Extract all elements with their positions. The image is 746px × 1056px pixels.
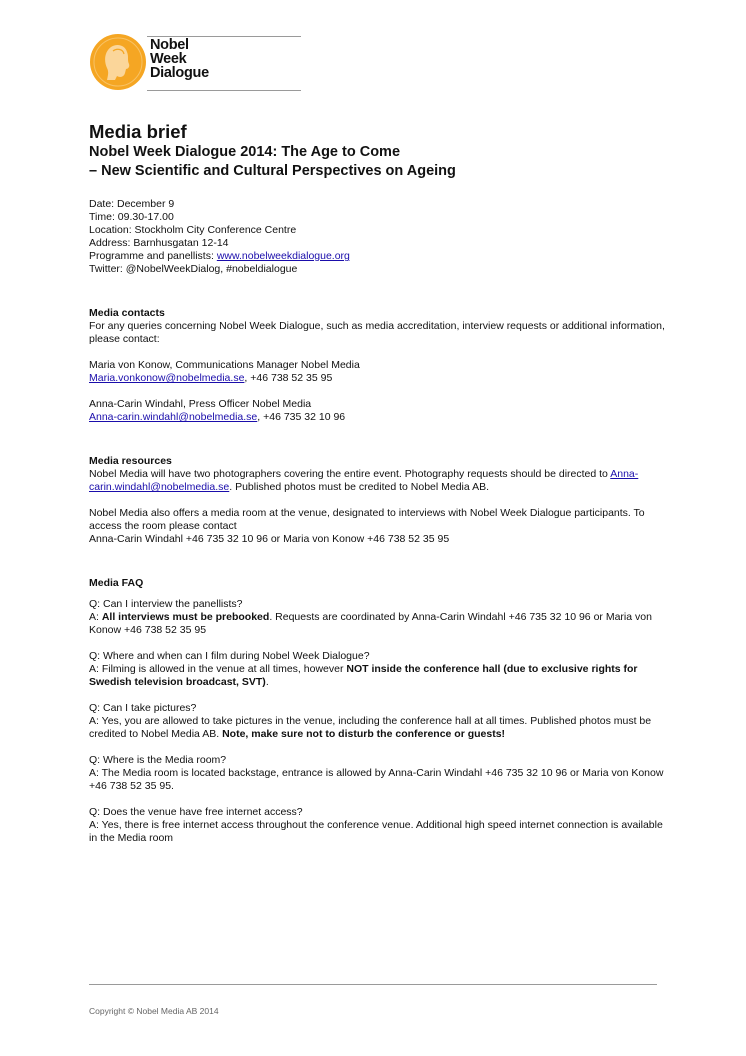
resources-p1-text-b: . Published photos must be credited to Nobel Media AB. (229, 481, 489, 493)
contact-1-details (89, 372, 669, 385)
faq-question-5: Q: Does the venue have free internet access? (89, 806, 303, 818)
faq-question-3: Q: Can I take pictures? (89, 702, 197, 714)
contact-2-name: Anna-Carin Windahl, Press Officer Nobel Media (89, 398, 312, 410)
media-resources-section (89, 455, 669, 546)
faq-answer-1-rest: . Requests are coordinated by Anna-Carin Windahl +46 735 32 10 96 or Maria von Konow +46 738 52 35 95 (89, 611, 652, 636)
logo-line-3: Dialogue (150, 65, 209, 81)
resources-p1-text-a: Nobel Media will have two photographers covering the entire event. Photography requests should be directed to (89, 468, 611, 480)
faq-answer-2-rest: . (265, 676, 269, 688)
logo-wordmark (150, 38, 209, 80)
media-faq-section (89, 577, 669, 845)
logo-bottom-rule (147, 90, 301, 91)
faq-answer-2 (89, 663, 669, 689)
media-resources-heading: Media resources (89, 455, 172, 467)
nobel-week-dialogue-logo (89, 33, 219, 95)
contact-1-email-link[interactable]: Maria.vonkonow@nobelmedia.se (89, 372, 245, 384)
contact-1-name: Maria von Konow, Communications Manager Nobel Media (89, 359, 360, 371)
media-contacts-intro: For any queries concerning Nobel Week Dialogue, such as media accreditation, interview requests or additional information, please contact: (89, 320, 665, 345)
footer-divider (89, 984, 657, 985)
event-location: Location: Stockholm City Conference Centre (89, 224, 297, 236)
faq-question-1: Q: Can I interview the panellists? (89, 598, 243, 610)
faq-answer-3 (89, 715, 669, 741)
media-contacts-section (89, 307, 669, 424)
faq-question-2: Q: Where and when can I film during Nobel Week Dialogue? (89, 650, 370, 662)
faq-question-4: Q: Where is the Media room? (89, 754, 227, 766)
media-faq-heading: Media FAQ (89, 577, 144, 589)
resources-email-link[interactable]: Anna-carin.windahl@nobelmedia.se (89, 468, 639, 493)
faq-answer-1-prefix: A: (89, 611, 102, 623)
contact-2-email-link[interactable]: Anna-carin.windahl@nobelmedia.se (89, 411, 258, 423)
contact-2-phone: , +46 735 32 10 96 (257, 411, 346, 423)
event-twitter: Twitter: @NobelWeekDialog, #nobeldialogue (89, 263, 298, 275)
faq-answer-1-bold: All interviews must be prebooked (101, 611, 270, 623)
contact-2-details (89, 411, 669, 424)
programme-label: Programme and panellists: (89, 250, 217, 262)
faq-answer-3-prefix: A: Yes, you are allowed to take pictures in the venue, including the conference hall at all times. Published photos must be credited to Nobel Media AB. (89, 715, 652, 740)
faq-answer-2-prefix: A: Filming is allowed in the venue at all times, however (89, 663, 347, 675)
faq-answer-4: A: The Media room is located backstage, entrance is allowed by Anna-Carin Windahl +46 735 32 10 96 or Maria von Konow +46 738 52 35 95. (89, 767, 664, 792)
subtitle-line-2: – New Scientific and Cultural Perspectives on Ageing (89, 163, 456, 179)
event-address: Address: Barnhusgatan 12-14 (89, 237, 229, 249)
logo-line-1: Nobel (150, 37, 189, 53)
media-resources-contact-line: Anna-Carin Windahl +46 735 32 10 96 or Maria von Konow +46 738 52 35 95 (89, 533, 450, 545)
contact-1-phone: , +46 738 52 35 95 (244, 372, 333, 384)
nobel-medal-icon (89, 33, 147, 91)
event-programme (89, 250, 669, 263)
event-date: Date: December 9 (89, 198, 175, 210)
faq-answer-1 (89, 611, 669, 637)
brief-content (89, 121, 669, 845)
programme-link[interactable]: www.nobelweekdialogue.org (216, 250, 350, 262)
event-time: Time: 09.30-17.00 (89, 211, 174, 223)
faq-answer-5: A: Yes, there is free internet access throughout the conference venue. Additional high speed internet connection is available in the Media room (89, 819, 663, 844)
faq-answer-2-bold: NOT inside the conference hall (due to exclusive rights for Swedish television broadcast, SVT) (89, 663, 638, 688)
media-contacts-heading: Media contacts (89, 307, 165, 319)
footer-copyright: Copyright © Nobel Media AB 2014 (89, 1006, 219, 1016)
media-resources-paragraph-1 (89, 468, 669, 494)
media-resources-paragraph-2: Nobel Media also offers a media room at the venue, designated to interviews with Nobel Week Dialogue participants. To access the room please contact (89, 507, 645, 532)
faq-answer-3-bold: Note, make sure not to disturb the conference or guests! (222, 728, 506, 740)
page-title: Media brief (89, 121, 187, 142)
subtitle-line-1: Nobel Week Dialogue 2014: The Age to Come (89, 144, 401, 160)
logo-line-2: Week (150, 51, 187, 67)
event-details (89, 198, 669, 276)
